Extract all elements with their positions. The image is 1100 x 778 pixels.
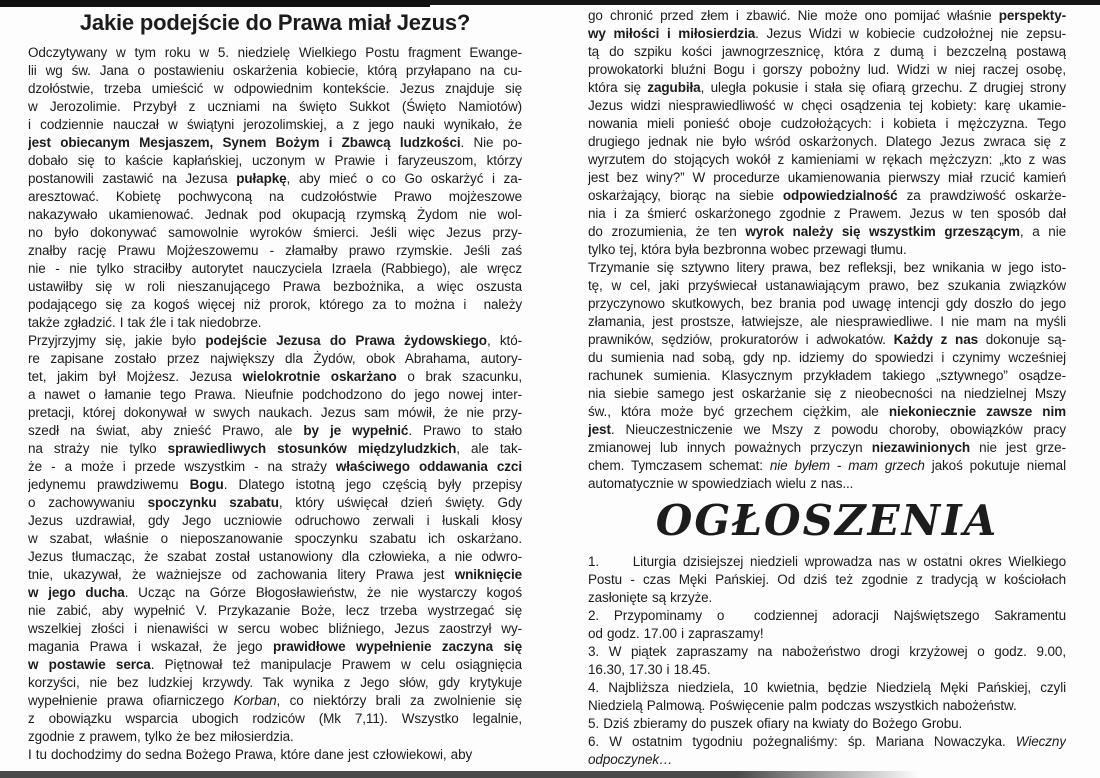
text-line	[588, 313, 1066, 331]
text-segment: w Jerozolimie. Przybył z uczniami na święto Sukkot (Święto Namiotów)	[28, 99, 522, 114]
text-line	[28, 710, 522, 728]
text-line	[28, 98, 522, 116]
text-segment: Bogu	[189, 477, 224, 492]
text-segment: tylko tej, która była bezbronna wobec przewagi tłumu.	[588, 242, 907, 257]
text-line	[588, 295, 1066, 313]
text-line	[28, 746, 522, 764]
text-segment: go chronić przed złem i zbawić. Nie może ono pomijać właśnie	[588, 8, 999, 23]
text-segment: 6. W ostatnim tygodniu pożegnaliśmy: śp. Mariana Nowaczyka.	[588, 734, 1016, 749]
text-segment: no było dokonywać samowolnie wyroków śmierci. Jeśli więc Jezus przy-	[28, 225, 522, 240]
text-line	[588, 607, 1066, 625]
text-line	[28, 152, 522, 170]
text-segment: z obowiązku wsparcia ubogich rodziców (Mk 7,11). Wszystko legalnie,	[28, 711, 522, 726]
text-line	[28, 404, 522, 422]
text-segment: na straży nie tylko	[28, 441, 168, 456]
text-segment: 2. Przypominamy o codziennej adoracji Najświętszego Sakramentu	[588, 608, 1066, 623]
text-segment: . Dlatego istotną jego częścią były przepisy	[223, 477, 522, 492]
text-line	[588, 241, 1066, 259]
text-line	[588, 43, 1066, 61]
text-segment: złamania, jest prostsze, łatwiejsze, ale niesprawiedliwe. I nie mam na myśli	[588, 314, 1066, 329]
text-segment: . Nieuczestniczenie we Mszy z powodu choroby, obowiązków pracy	[610, 422, 1066, 437]
text-line	[588, 151, 1066, 169]
text-line	[28, 440, 522, 458]
text-segment: , któ-	[486, 333, 522, 348]
text-line	[588, 439, 1066, 457]
text-segment: , ale tak-	[456, 441, 522, 456]
text-segment: odpoczynek…	[588, 752, 673, 767]
text-segment: tę, w cel, jaki przyświecał ustanawiającym prawo, bez szukania związków	[588, 278, 1066, 293]
text-line	[28, 134, 522, 152]
text-line	[28, 224, 522, 242]
text-segment: dobało się to kaście kapłańskiej, uczonym w Prawie i faryzeuszom, którzy	[28, 153, 522, 168]
text-line	[28, 620, 522, 638]
text-segment: pretacji, której dokonywał w swych naukach. Jezus sam mówił, że nie przy-	[28, 405, 522, 420]
scan-edge-bottom	[0, 771, 920, 778]
text-segment: 1. Liturgia dzisiejszej niedzieli wprowadza nas w ostatni okres Wielkiego	[588, 554, 1066, 569]
text-segment: o zachowywaniu	[28, 495, 148, 510]
text-segment: perspekty-	[998, 8, 1066, 23]
text-segment: tnie, ukazywał, że ważniejsze od zachowania litery Prawa jest	[28, 567, 455, 582]
text-segment: a nawet o łamanie tego Prawa. Nieufnie podchodzono do jego nowej inter-	[28, 387, 522, 402]
text-segment: nie - nie tylko straciłby autorytet nauczyciela Izraela (Rabbiego), ale wręcz	[28, 261, 522, 276]
text-segment: niekoniecznie zawsze nim	[888, 404, 1066, 419]
text-segment: . Piętnował też manipulacje Prawem w celu osiągnięcia	[150, 657, 522, 672]
text-line	[28, 368, 522, 386]
text-line	[588, 733, 1066, 751]
text-line	[28, 80, 522, 98]
text-segment: chem. Tymczasem schemat:	[588, 458, 770, 473]
text-line	[588, 25, 1066, 43]
text-line	[28, 278, 522, 296]
text-line	[28, 692, 522, 710]
text-line	[28, 530, 522, 548]
text-segment: aresztować. Kobietę pochwyconą na cudzołóstwie Prawo mojżeszowe	[28, 189, 522, 204]
text-segment: zasłonięte są krzyże.	[588, 590, 713, 605]
text-line	[28, 728, 522, 746]
text-line	[588, 97, 1066, 115]
text-line	[588, 385, 1066, 403]
text-segment: nowania mieli ponieść oboje cudzołożących: i kobieta i mężczyzna. Tego	[588, 116, 1066, 131]
text-segment: dzołóstwie, trzeba umieścić w odpowiednim kontekście. Jezus znajduje się	[28, 81, 522, 96]
text-segment: Trzymanie się sztywno litery prawa, bez refleksji, bez wnikania w jego isto-	[588, 260, 1066, 275]
text-line	[28, 170, 522, 188]
text-segment: , co niektórzy brali za zwolnienie się	[276, 693, 522, 708]
text-segment: tet, jakim był Mojżesz. Jezusa	[28, 369, 243, 384]
text-line	[588, 643, 1066, 661]
text-segment: pułapkę	[236, 171, 287, 186]
text-line	[28, 260, 522, 278]
text-line	[588, 259, 1066, 277]
text-segment: ustawiłby się w roli nieszanującego Prawa bezbożnika, a więc oszusta	[28, 279, 522, 294]
text-segment: do zrozumienia, że ten	[588, 224, 746, 239]
text-line	[588, 661, 1066, 679]
text-line	[588, 571, 1066, 589]
text-segment: , aby mieć o co Go oskarżyć i za-	[286, 171, 522, 186]
text-line	[588, 205, 1066, 223]
text-line	[28, 188, 522, 206]
text-segment: nie zabić, aby wypełnić V. Przykazanie Boże, lecz trzeba wystrzegać się	[28, 603, 522, 618]
text-line	[28, 584, 522, 602]
text-line	[588, 553, 1066, 571]
text-line	[588, 589, 1066, 607]
text-segment: że - a może i przede wszystkim - na straży	[28, 459, 336, 474]
text-segment: re zapisane zostało przez największy dla Żydów, obok Abrahama, autory-	[28, 351, 522, 366]
text-line	[588, 697, 1066, 715]
text-segment: nia i za śmierć oskarżonego zgodnie z Prawem. Jezus w ten sposób dał	[588, 206, 1066, 221]
text-line	[28, 62, 522, 80]
text-line	[588, 403, 1066, 421]
left-column	[28, 8, 522, 764]
text-segment: także zgładzić. I tak źle i tak niedobrze.	[28, 315, 262, 330]
text-segment: 4. Najbliższa niedziela, 10 kwietnia, będzie Niedzielą Męki Pańskiej, czyli	[588, 680, 1066, 695]
text-line	[588, 277, 1066, 295]
text-line	[588, 679, 1066, 697]
text-segment: w postawie serca	[28, 657, 151, 672]
text-segment: I tu dochodzimy do sedna Bożego Prawa, które dane jest człowiekowi, aby	[28, 747, 473, 762]
text-segment: wniknięcie	[454, 567, 522, 582]
text-segment: wyrzutem do stojących wokół z kamieniami w rękach mężczyzn: „kto z was	[588, 152, 1066, 167]
text-segment: wy miłości i miłosierdzia	[588, 26, 756, 41]
text-line	[28, 206, 522, 224]
text-segment: wyrok należy się wszystkim grzeszącym	[745, 224, 1020, 239]
text-line	[588, 715, 1066, 733]
text-segment: oskarżający, biorąc na siebie	[588, 188, 783, 203]
text-segment: jest bez winy?” W procedurze ukamienowania pierwszy miał rzucić kamień	[588, 170, 1066, 185]
text-line	[28, 116, 522, 134]
text-segment: w szabat, właśnie o nieposzanowanie spoczynku szabatu ich oskarżano.	[28, 531, 522, 546]
text-segment: tą do szpiku kości jawnogrzesznicę, która z dumą i bezczelną postawą	[588, 44, 1066, 59]
text-line	[588, 457, 1066, 475]
text-segment: postanowili zastawić na Jezusa	[28, 171, 237, 186]
text-segment: nakazywało ukamienować. Jednak pod okupacją rzymską Żydom nie wol-	[28, 207, 522, 222]
text-line	[28, 566, 522, 584]
text-segment: wielokrotnie oskarżano	[242, 369, 397, 384]
text-line	[588, 751, 1066, 769]
text-segment: automatycznie w spowiedziach wielu z nas...	[588, 476, 854, 491]
text-line	[28, 332, 522, 350]
text-line	[588, 421, 1066, 439]
text-line	[28, 422, 522, 440]
text-line	[588, 7, 1066, 25]
text-segment: , który uświęcał dzień święty. Gdy	[278, 495, 522, 510]
text-segment: dokonuje są-	[978, 332, 1066, 347]
text-segment: Jezus tłumacząc, że szabat został ustanowiony dla człowieka, a nie odwro-	[28, 549, 522, 564]
text-segment: nie byłem - mam grzech	[769, 458, 925, 473]
text-line	[28, 512, 522, 530]
text-segment: św., która może być grzechem ciężkim, ale	[588, 404, 889, 419]
right-column	[588, 7, 1066, 769]
text-line	[588, 133, 1066, 151]
text-segment: korzyści, nie bez ludzkiej krzywdy. Tak wynika z Jego słów, gdy krytykuje	[28, 675, 522, 690]
text-line	[588, 79, 1066, 97]
text-segment: lii wg św. Jana o postawieniu oskarżenia kobiecie, którą przyłapano na cu-	[28, 63, 522, 78]
text-segment: w jego ducha	[28, 585, 125, 600]
text-line	[588, 61, 1066, 79]
text-line	[28, 242, 522, 260]
text-segment: wypełnienie prawa ofiarniczego	[28, 693, 234, 708]
text-segment: zagubiła	[647, 80, 701, 95]
text-line	[28, 386, 522, 404]
text-segment: Niedzielą Palmową. Poświęcenie palm podczas wszystkich nabożeństw.	[588, 698, 1017, 713]
announcements-heading: OGŁOSZENIA	[655, 496, 999, 545]
text-segment: zgodnie z prawem, tylko że bez miłosierdzia.	[28, 729, 294, 744]
text-line	[588, 475, 1066, 493]
text-segment: Każdy z nas	[893, 332, 979, 347]
text-line	[588, 349, 1066, 367]
text-line	[28, 314, 522, 332]
announcements-text	[588, 553, 1066, 769]
text-segment: przyczynowo skutkowych, bez brania pod uwagę intencji gdy doszło do jego	[588, 296, 1066, 311]
text-line	[588, 169, 1066, 187]
text-segment: jest	[588, 422, 611, 437]
text-segment: sprawiedliwych stosunków międzyludzkich	[167, 441, 457, 456]
text-line	[588, 331, 1066, 349]
text-segment: 5. Dziś zbieramy do puszek ofiary na kwiaty do Bożego Grobu.	[588, 716, 963, 731]
text-line	[28, 674, 522, 692]
text-segment: 16.30, 17.30 i 18.45.	[588, 662, 711, 677]
text-segment: odpowiedzialność	[782, 188, 898, 203]
text-segment: za prawdziwość oskarże-	[897, 188, 1066, 203]
text-segment: niezawinionych	[871, 440, 971, 455]
text-segment: spoczynku szabatu	[147, 495, 279, 510]
text-segment: Postu - czas Męki Pańskiej. Od dziś też zgodnie z tradycją w kościołach	[588, 572, 1066, 587]
text-segment: . Prawo to stało	[408, 423, 522, 438]
text-line	[28, 638, 522, 656]
text-line	[588, 367, 1066, 385]
text-segment: Jezus widzi niesprawiedliwość w chęci osądzenia tej kobiety: karę ukamie-	[588, 98, 1066, 113]
text-line	[28, 602, 522, 620]
text-segment: . Jezus Widzi w kobiecie cudzołożnej nie zepsu-	[755, 26, 1066, 41]
text-segment: 3. W piątek zapraszamy na nabożeństwo drogi krzyżowej o godz. 9.00,	[588, 644, 1066, 659]
scan-edge-top-left	[0, 0, 430, 7]
text-segment: znałby rację Prawu Mojżeszowemu - złamałby prawo rzymskie. Jeśli zaś	[28, 243, 522, 258]
text-segment: by je wypełnić	[303, 423, 409, 438]
text-line	[28, 296, 522, 314]
text-segment: Odczytywany w tym roku w 5. niedzielę Wielkiego Postu fragment Ewange-	[28, 45, 522, 60]
text-line	[588, 187, 1066, 205]
text-segment: nia siebie samego jest oskarżanie się z nieobecności na niedzielnej Mszy	[588, 386, 1066, 401]
text-segment: o brak szacunku,	[396, 369, 522, 384]
text-line	[28, 44, 522, 62]
text-line	[588, 625, 1066, 643]
text-segment: podającego się za kogoś więcej niż prorok, którego za to można i należy	[28, 297, 522, 312]
text-segment: , uległa pokusie i stała się ofiarą grzechu. Z drugiej strony	[700, 80, 1066, 95]
text-segment: . Ucząc na Górze Błogosławieństw, że nie wystarczy kogoś	[124, 585, 522, 600]
text-segment: jedynemu prawdziwemu	[28, 477, 190, 492]
text-segment: podejście Jezusa do Prawa żydowskiego	[205, 333, 487, 348]
text-segment: Wieczny	[1015, 734, 1066, 749]
text-line	[28, 494, 522, 512]
text-segment: nie jest grze-	[970, 440, 1066, 455]
text-segment: jakoś pokutuje niemal	[924, 458, 1066, 473]
text-segment: od godz. 17.00 i zapraszamy!	[588, 626, 764, 641]
text-segment: Przyjrzyjmy się, jakie było	[28, 333, 206, 348]
text-segment: Korban	[233, 693, 277, 708]
left-column-text	[28, 44, 522, 764]
text-line	[588, 223, 1066, 241]
text-segment: drugiego jednak nie było wśród oskarżonych. Dlatego Jezus zwraca się z	[588, 134, 1066, 149]
text-segment: jest obiecanym Mesjaszem, Synem Bożym i Zbawcą ludzkości	[28, 135, 461, 150]
text-segment: prawników, sędziów, prokuratorów i adwokatów.	[588, 332, 894, 347]
text-segment: właściwego oddawania czci	[335, 459, 522, 474]
text-line	[588, 115, 1066, 133]
text-line	[28, 476, 522, 494]
text-segment: prowokatorki bluźni Bogu i gorszy pobożny lud. Widzi w niej raczej osobę,	[588, 62, 1066, 77]
text-segment: rachunek sumienia. Klasycznym przykładem takiego „sztywnego” osądze-	[588, 368, 1066, 383]
text-line	[28, 656, 522, 674]
text-segment: , a nie	[1019, 224, 1066, 239]
text-segment: prawidłowe wypełnienie zaczyna się	[272, 639, 522, 654]
text-segment: wszelkiej złości i nienawiści w sercu wobec bliźniego, Jezus zaostrzył wy-	[28, 621, 522, 636]
text-segment: szedł na świat, aby znieść Prawo, ale	[28, 423, 304, 438]
text-segment: magania Prawa i wskazał, że jego	[28, 639, 273, 654]
text-segment: . Nie po-	[460, 135, 522, 150]
article-title: Jakie podejście do Prawa miał Jezus?	[79, 10, 471, 35]
text-line	[28, 458, 522, 476]
text-line	[28, 548, 522, 566]
text-segment: która się	[588, 80, 648, 95]
text-segment: zmianowej lub innych poważnych przyczyn	[588, 440, 872, 455]
text-segment: Jezus uzdrawiał, gdy Jego uczniowie odruchowo zerwali i łuskali kłosy	[28, 513, 522, 528]
text-line	[28, 350, 522, 368]
right-column-text	[588, 7, 1066, 493]
text-segment: i codziennie nauczał w świątyni jerozolimskiej, a z jego nauki wynikało, że	[28, 117, 522, 132]
text-segment: du sumienia nad sobą, gdy np. idziemy do spowiedzi i czynimy wcześniej	[588, 350, 1066, 365]
